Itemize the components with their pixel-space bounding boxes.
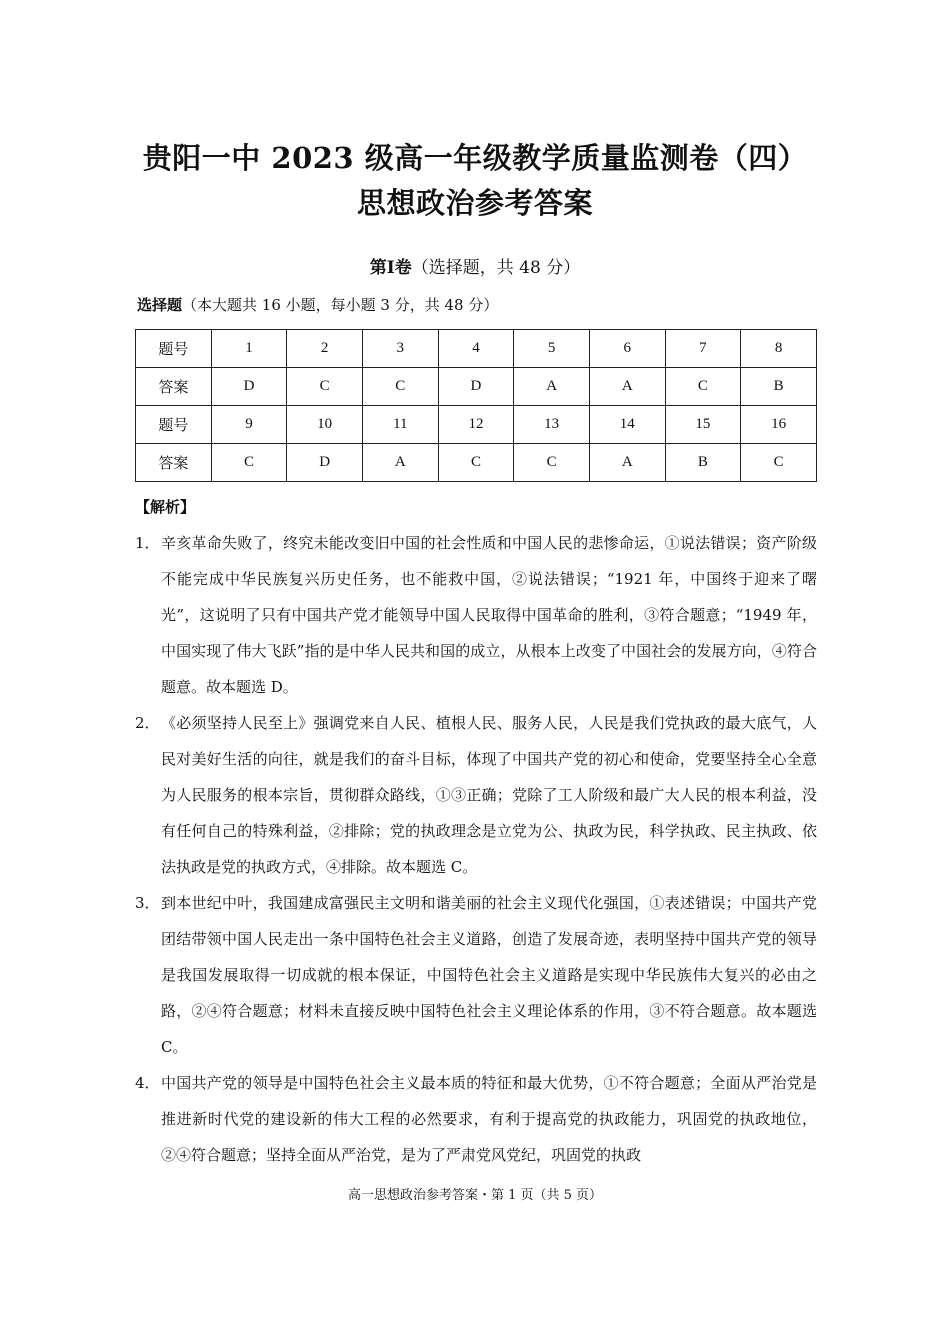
item-text: 到本世纪中叶，我国建成富强民主文明和谐美丽的社会主义现代化强国，①表述错误；中国共产党团结带领中国人民走出一条中国特色社会主义道路，创造了发展奇迹，表明坚持中国共产党的领导是我国发展取得一切成就的根本保证，中国特色社会主义道路是实现中华民族伟大复兴的必由之路，②④符合题意；材料未直接反映中国特色社会主义理论体系的作用，③不符合题意。故本题选 C。 <box>161 894 817 1056</box>
table-cell: C <box>741 444 817 482</box>
table-cell: 8 <box>741 330 817 368</box>
table-cell: 6 <box>589 330 665 368</box>
table-cell: C <box>665 368 741 406</box>
section-label: 选择题 <box>137 296 183 314</box>
table-cell: B <box>665 444 741 482</box>
table-cell: B <box>741 368 817 406</box>
table-cell: 答案 <box>136 368 212 406</box>
item-text: 中国共产党的领导是中国特色社会主义最本质的特征和最大优势，①不符合题意；全面从严治党是推进新时代党的建设新的伟大工程的必然要求，有利于提高党的执政能力，巩固党的执政地位，②④符合题意；坚持全面从严治党，是为了严肃党风党纪，巩固党的执政 <box>161 1074 817 1164</box>
table-cell: C <box>211 444 287 482</box>
analysis-item-4 <box>135 1065 817 1173</box>
volume-detail: （选择题，共 48 分） <box>411 258 581 278</box>
table-cell: 3 <box>362 330 438 368</box>
table-cell: A <box>514 368 590 406</box>
document-title-line2: 思想政治参考答案 <box>356 186 593 220</box>
table-row <box>136 444 817 482</box>
table-cell: 5 <box>514 330 590 368</box>
document-title-line1: 贵阳一中 2023 级高一年级教学质量监测卷（四） <box>142 141 808 175</box>
table-cell: 7 <box>665 330 741 368</box>
volume-heading <box>0 256 950 280</box>
table-cell: D <box>438 368 514 406</box>
analysis-heading: 【解析】 <box>135 498 196 516</box>
table-cell: A <box>362 444 438 482</box>
table-cell: 题号 <box>136 330 212 368</box>
table-cell: 2 <box>287 330 363 368</box>
table-cell: A <box>589 444 665 482</box>
table-row <box>136 330 817 368</box>
item-number: 2． <box>135 714 160 732</box>
table-cell: 11 <box>362 406 438 444</box>
table-cell: C <box>362 368 438 406</box>
table-cell: C <box>438 444 514 482</box>
table-cell: 13 <box>514 406 590 444</box>
item-number: 4． <box>135 1074 160 1092</box>
table-cell: 1 <box>211 330 287 368</box>
table-cell: 答案 <box>136 444 212 482</box>
table-cell: A <box>589 368 665 406</box>
table-cell: D <box>211 368 287 406</box>
table-cell: 9 <box>211 406 287 444</box>
table-cell: 16 <box>741 406 817 444</box>
table-cell: 14 <box>589 406 665 444</box>
table-row <box>136 368 817 406</box>
table-cell: 题号 <box>136 406 212 444</box>
section-heading <box>137 294 498 316</box>
analysis-item-2 <box>135 705 817 885</box>
table-cell: 12 <box>438 406 514 444</box>
table-cell: 15 <box>665 406 741 444</box>
answer-table <box>135 329 817 482</box>
volume-label: 第Ⅰ卷 <box>369 258 412 278</box>
section-detail: （本大题共 16 小题，每小题 3 分，共 48 分） <box>182 296 499 314</box>
table-cell: 4 <box>438 330 514 368</box>
item-number: 3． <box>135 894 160 912</box>
table-cell: D <box>287 444 363 482</box>
analysis-item-1 <box>135 525 817 705</box>
table-cell: C <box>514 444 590 482</box>
table-row <box>136 406 817 444</box>
item-text: 辛亥革命失败了，终究未能改变旧中国的社会性质和中国人民的悲惨命运，①说法错误；资产阶级不能完成中华民族复兴历史任务，也不能救中国，②说法错误；“1921 年，中国终于迎来了曙光”，这说明了只有中国共产党才能领导中国人民取得中国革命的胜利，③符合题意；“1949 年，中国实现了伟大飞跃”指的是中华人民共和国的成立，从根本上改变了中国社会的发展方向，④符合题意。故本题选 D。 <box>161 534 817 696</box>
analysis-item-3 <box>135 885 817 1065</box>
item-text: 《必须坚持人民至上》强调党来自人民、植根人民、服务人民，人民是我们党执政的最大底气，人民对美好生活的向往，就是我们的奋斗目标，体现了中国共产党的初心和使命，党要坚持全心全意为人民服务的根本宗旨，贯彻群众路线，①③正确；党除了工人阶级和最广大人民的根本利益，没有任何自己的特殊利益，②排除；党的执政理念是立党为公、执政为民，科学执政、民主执政、依法执政是党的执政方式，④排除。故本题选 C。 <box>161 714 817 876</box>
table-cell: 10 <box>287 406 363 444</box>
item-number: 1． <box>135 534 160 552</box>
table-cell: C <box>287 368 363 406</box>
page-footer: 高一思想政治参考答案・第 1 页（共 5 页） <box>347 1188 603 1203</box>
